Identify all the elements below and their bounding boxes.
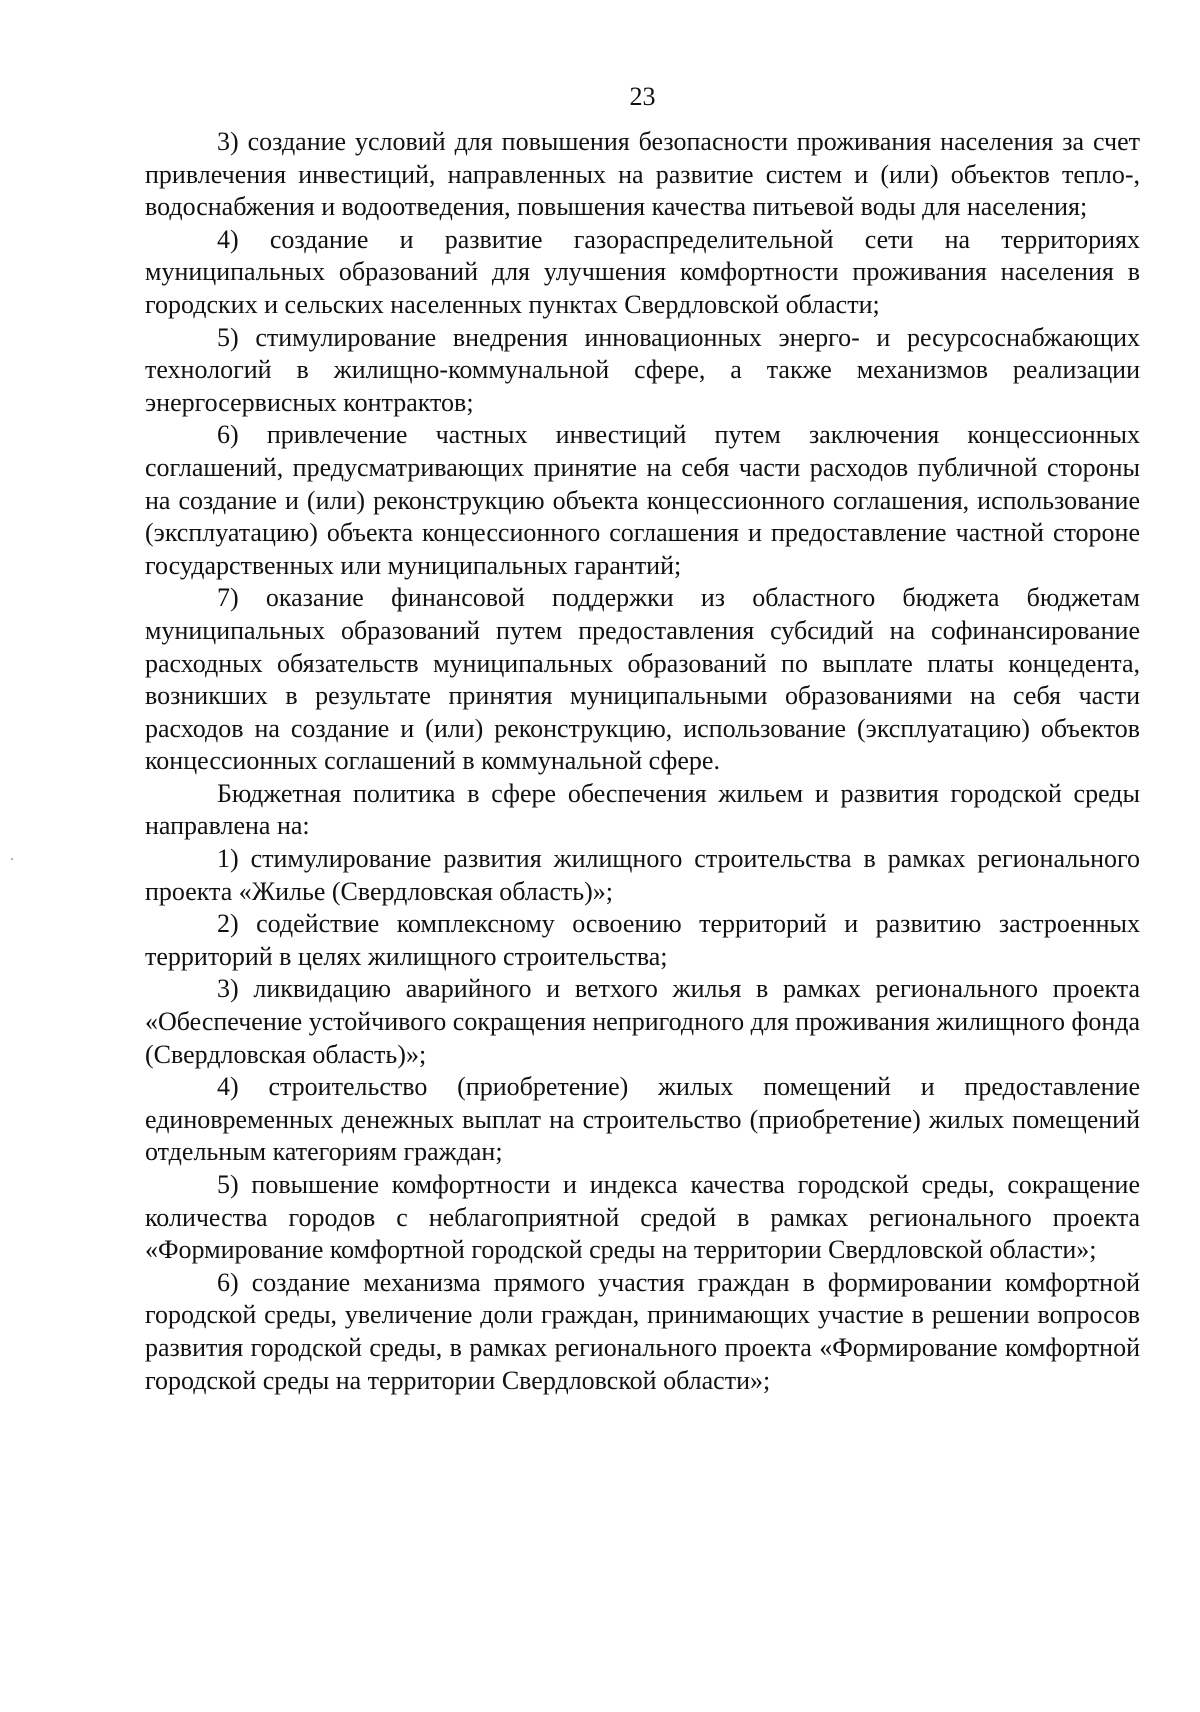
paragraph: 4) создание и развитие газораспределительной сети на территориях муниципальных образований для улучшения комфортности проживания населения в городских и сельских населенных пунктах Свердловской области; bbox=[145, 224, 1140, 319]
paragraph: 1) стимулирование развития жилищного строительства в рамках регионального проекта «Жилье (Свердловская область)»; bbox=[145, 844, 1140, 906]
paragraph: 4) строительство (приобретение) жилых помещений и предоставление единовременных денежных выплат на строительство (приобретение) жилых помещений отдельным категориям граждан; bbox=[145, 1072, 1140, 1167]
paragraph: 3) ликвидацию аварийного и ветхого жилья в рамках регионального проекта «Обеспечение устойчивого сокращения непригодного для проживания жилищного фонда (Свердловская область)»; bbox=[145, 974, 1140, 1069]
paragraph: 2) содействие комплексному освоению территорий и развитию застроенных территорий в целях жилищного строительства; bbox=[145, 909, 1140, 971]
paragraph: 3) создание условий для повышения безопасности проживания населения за счет привлечения инвестиций, направленных на развитие систем и (или) объектов тепло-, водоснабжения и водоотведения, повышения качества питьевой воды для населения; bbox=[145, 127, 1140, 222]
paragraph: 7) оказание финансовой поддержки из областного бюджета бюджетам муниципальных образований путем предоставления субсидий на софинансирование расходных обязательств муниципальных образований по выплате платы концедента, возникших в результате принятия муниципальными образованиями на себя части расходов на создание и (или) реконструкцию, использование (эксплуатацию) объектов концессионных соглашений в коммунальной сфере. bbox=[145, 583, 1140, 776]
paragraph: 6) привлечение частных инвестиций путем заключения концессионных соглашений, предусматривающих принятие на себя части расходов публичной стороны на создание и (или) реконструкцию объекта концессионного соглашения, использование (эксплуатацию) объекта концессионного соглашения и предоставление частной стороне государственных или муниципальных гарантий; bbox=[145, 420, 1140, 580]
paragraph: 6) создание механизма прямого участия граждан в формировании комфортной городской среды, увеличение доли граждан, принимающих участие в решении вопросов развития городской среды, в рамках регионального проекта «Формирование комфортной городской среды на территории Свердловской области»; bbox=[145, 1267, 1140, 1395]
scan-speck bbox=[11, 858, 13, 860]
paragraph: 5) повышение комфортности и индекса качества городской среды, сокращение количества городов с неблагоприятной средой в рамках регионального проекта «Формирование комфортной городской среды на территории Свердловской области»; bbox=[145, 1170, 1140, 1265]
page-number: 23 bbox=[629, 82, 656, 111]
paragraph: 5) стимулирование внедрения инновационных энерго- и ресурсоснабжающих технологий в жилищно-коммунальной сфере, а также механизмов реализации энергосервисных контрактов; bbox=[145, 322, 1140, 417]
document-body bbox=[145, 126, 1140, 1397]
paragraph: Бюджетная политика в сфере обеспечения жильем и развития городской среды направлена на: bbox=[145, 778, 1140, 841]
